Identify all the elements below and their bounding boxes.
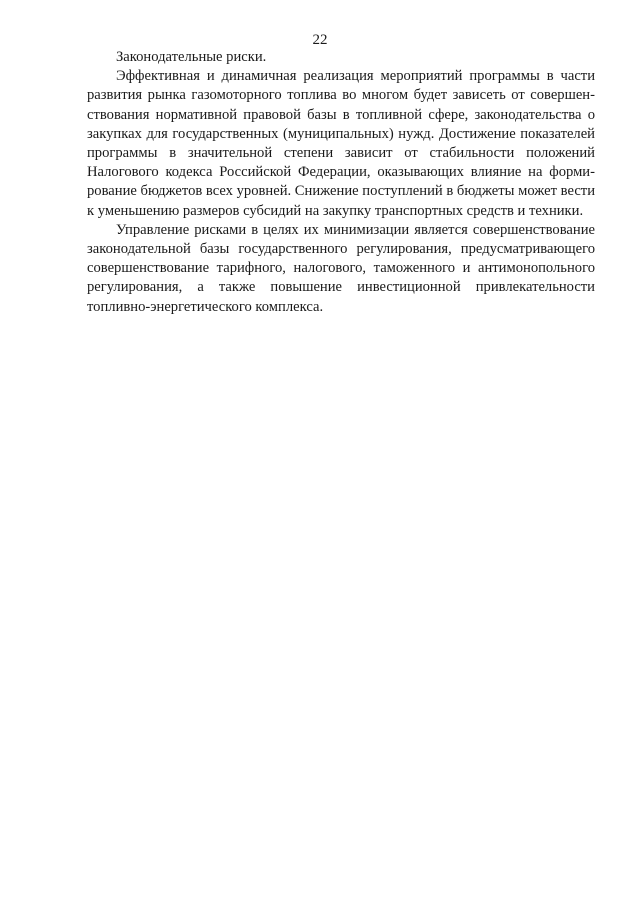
paragraph: Эффективная и динамичная реализация мероприятий программы в части развития рынка газомоторного топлива во многом будет зависеть от совершенствования нормативной правовой базы в топливной сфере, законодательства о закупках для государственных (муниципальных) нужд. Достижение показателей программы в значительной степени зависит от стабильности положений Налогового кодекса Российской Федерации, оказывающих влияние на формирование бюджетов всех уровней. Снижение поступлений в бюджеты может вести к уменьшению размеров субсидий на закупку транспортных средств и техники.	[87, 68, 595, 219]
paragraph-heading: Законодательные риски.	[116, 49, 267, 65]
document-body	[87, 48, 595, 317]
paragraph: Управление рисками в целях их минимизации является совершенствование законодательной базы государственного регулирования, предусматривающего совершенствование тарифного, налогового, таможенного и антимонопольного регулирования, а также повышение инвестиционной привлекательности топливно-энергетического комплекса.	[87, 221, 595, 315]
page-number: 22	[312, 32, 328, 48]
